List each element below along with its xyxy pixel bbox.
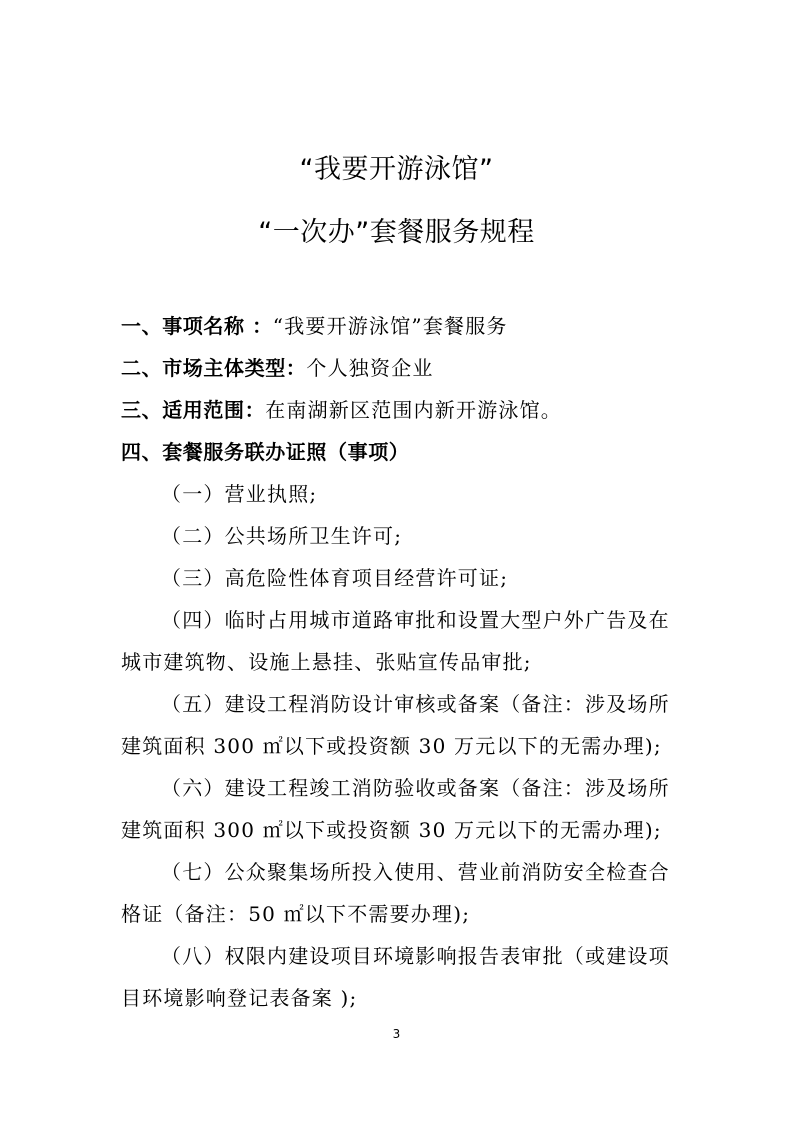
section-entity-type	[121, 355, 681, 381]
list-item-6-line-1: （六）建设工程竣工消防验收或备案（备注：涉及场所	[161, 776, 670, 800]
section-scope-value: 在南湖新区范围内新开游泳馆。	[265, 398, 563, 422]
section-scope-label: 三、适用范围：	[121, 398, 266, 422]
list-item-7-line-1: （七）公众聚集场所投入使用、营业前消防安全检查合	[161, 860, 670, 884]
section-item-name-value: “我要开游泳馆”套餐服务	[272, 314, 508, 338]
section-entity-type-label: 二、市场主体类型：	[121, 356, 307, 380]
list-item-3: （三）高危险性体育项目经营许可证;	[161, 566, 509, 590]
document-title-line-2: “一次办”套餐服务规程	[258, 217, 535, 248]
list-item-1: （一）营业执照;	[161, 482, 318, 506]
section-item-name-label: 一、事项名称 ：	[121, 314, 273, 338]
list-item-4-line-2: 城市建筑物、设施上悬挂、张贴宣传品审批;	[121, 650, 532, 674]
section-item-name	[121, 313, 681, 339]
list-item-5-line-1: （五）建设工程消防设计审核或备案（备注：涉及场所	[161, 692, 670, 716]
list-item-5-line-2: 建筑面积 300 ㎡以下或投资额 30 万元以下的无需办理);	[121, 734, 662, 758]
section-entity-type-value: 个人独资企业	[306, 356, 434, 380]
list-item-4-line-1: （四）临时占用城市道路审批和设置大型户外广告及在	[161, 608, 670, 632]
section-services-heading: 四、套餐服务联办证照（事项）	[121, 440, 410, 464]
document-title-line-1: “我要开游泳馆”	[299, 154, 494, 185]
list-item-6-line-2: 建筑面积 300 ㎡以下或投资额 30 万元以下的无需办理);	[121, 818, 662, 842]
list-item-2: （二）公共场所卫生许可;	[161, 524, 403, 548]
list-item-8-line-2: 目环境影响登记表备案 );	[121, 986, 358, 1010]
list-item-8-line-1: （八）权限内建设项目环境影响报告表审批（或建设项	[161, 944, 670, 968]
section-scope	[121, 397, 681, 423]
page-number: 3	[392, 1027, 401, 1041]
list-item-7-line-2: 格证（备注：50 ㎡以下不需要办理);	[121, 902, 471, 926]
